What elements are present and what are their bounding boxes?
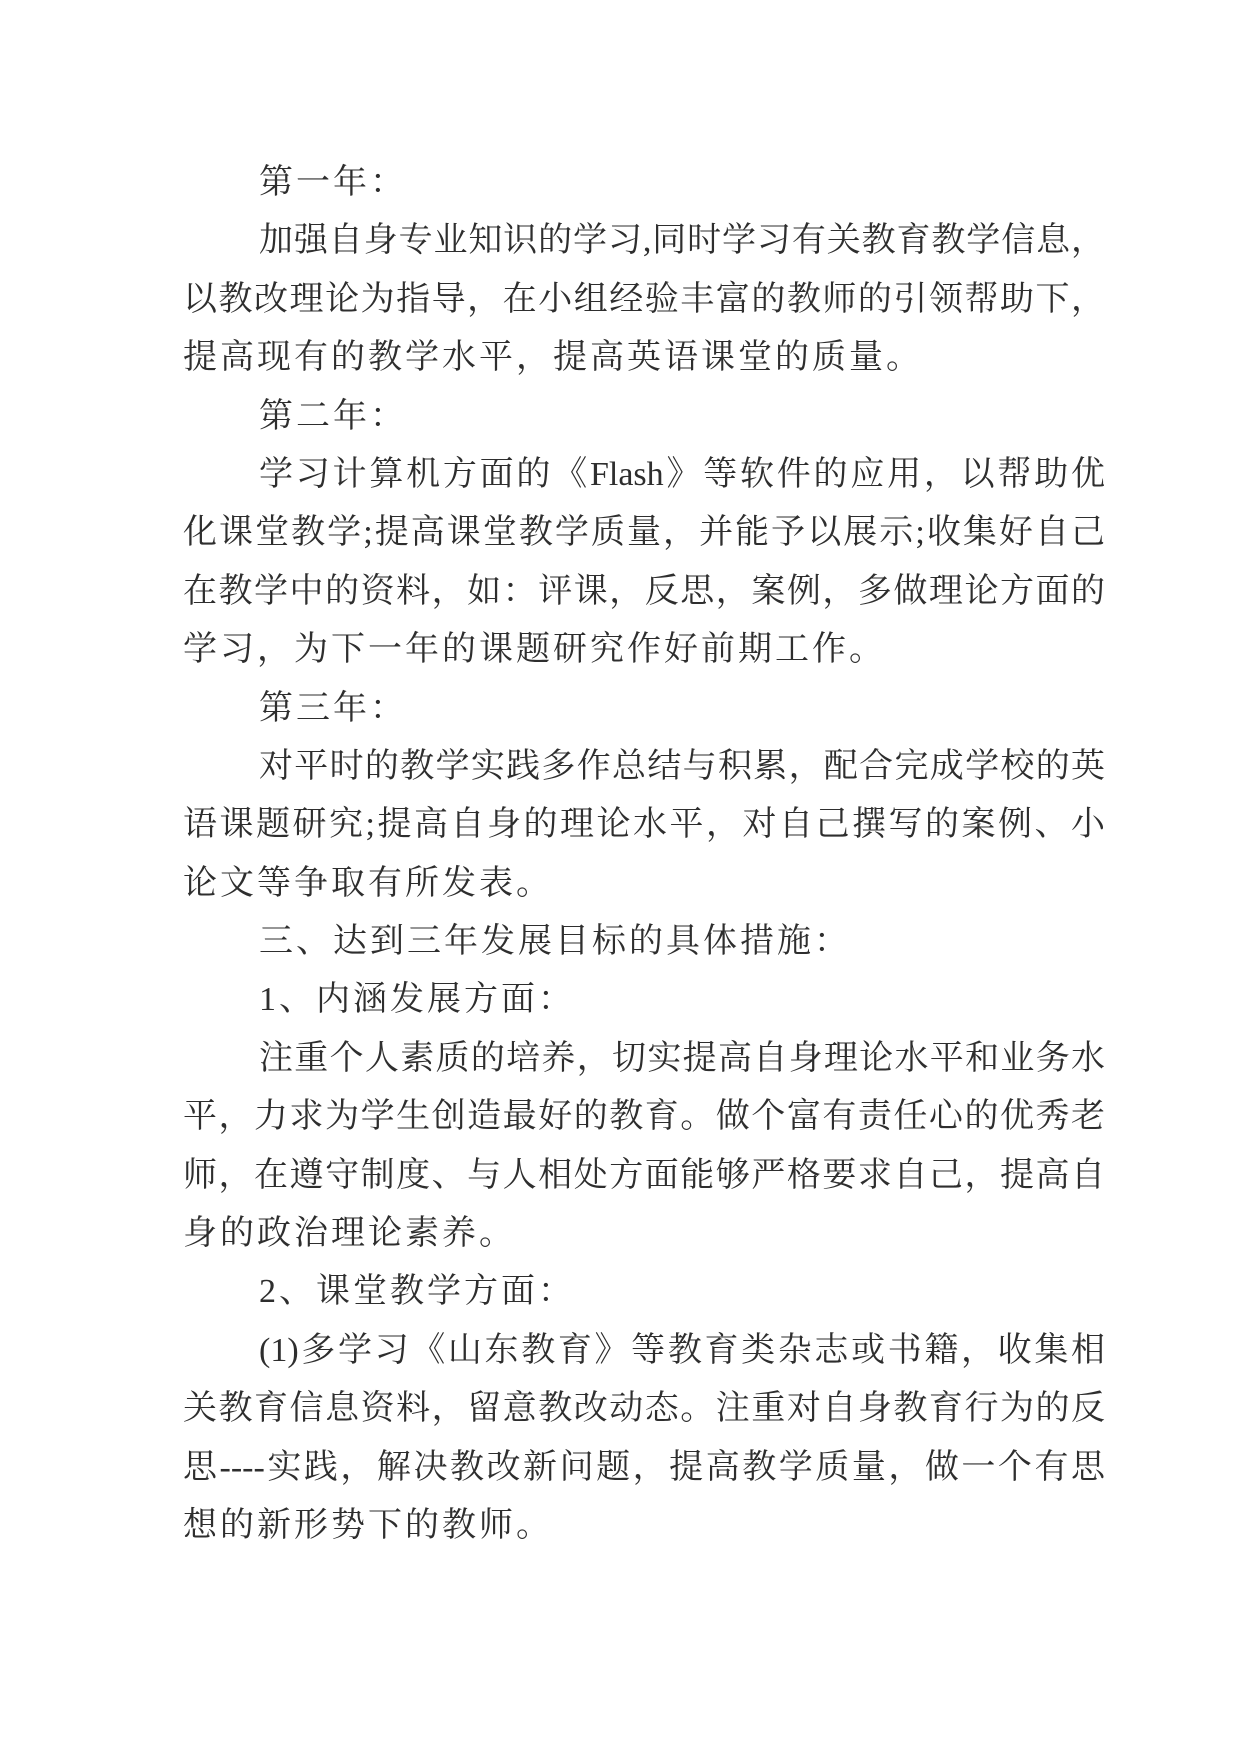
text-line: 提高现有的教学水平，提高英语课堂的质量。 [183,339,923,377]
text-line: 关教育信息资料，留意教改动态。注重对自身教育行为的反 [183,1390,1105,1428]
text-line: 三、达到三年发展目标的具体措施： [259,923,851,961]
text-line: 师，在遵守制度、与人相处方面能够严格要求自己，提高自 [183,1156,1105,1194]
text-line: 想的新形势下的教师。 [183,1506,553,1544]
text-line: 身的政治理论素养。 [183,1215,516,1253]
text-line: 加强自身专业知识的学习,同时学习有关教育教学信息， [259,222,1105,260]
text-line: 学习，为下一年的课题研究作好前期工作。 [183,631,886,669]
text-line: 对平时的教学实践多作总结与积累，配合完成学校的英 [259,747,1105,785]
text-line: 平，力求为学生创造最好的教育。做个富有责任心的优秀老 [183,1098,1105,1136]
text-line: 学习计算机方面的《Flash》等软件的应用，以帮助优 [259,455,1105,493]
text-line: 化课堂教学;提高课堂教学质量，并能予以展示;收集好自己 [183,514,1105,552]
text-line: 第二年： [259,397,407,435]
text-line: 在教学中的资料，如：评课，反思，案例，多做理论方面的 [183,572,1105,610]
text-line: 第一年： [259,164,407,201]
text-line: 2、课堂教学方面： [259,1273,575,1311]
text-line: 思----实践，解决教改新问题，提高教学质量，做一个有思 [183,1448,1105,1486]
text-line: 论文等争取有所发表。 [183,864,553,902]
text-line: 1、内涵发展方面： [259,981,575,1019]
text-line: 以教改理论为指导，在小组经验丰富的教师的引领帮助下， [183,280,1105,318]
text-line: 语课题研究;提高自身的理论水平，对自己撰写的案例、小 [183,806,1105,844]
document-body [183,154,1105,1555]
text-line: (1)多学习《山东教育》等教育类杂志或书籍，收集相 [259,1331,1105,1369]
text-line: 第三年： [259,689,407,727]
text-line: 注重个人素质的培养，切实提高自身理论水平和业务水 [259,1039,1105,1077]
